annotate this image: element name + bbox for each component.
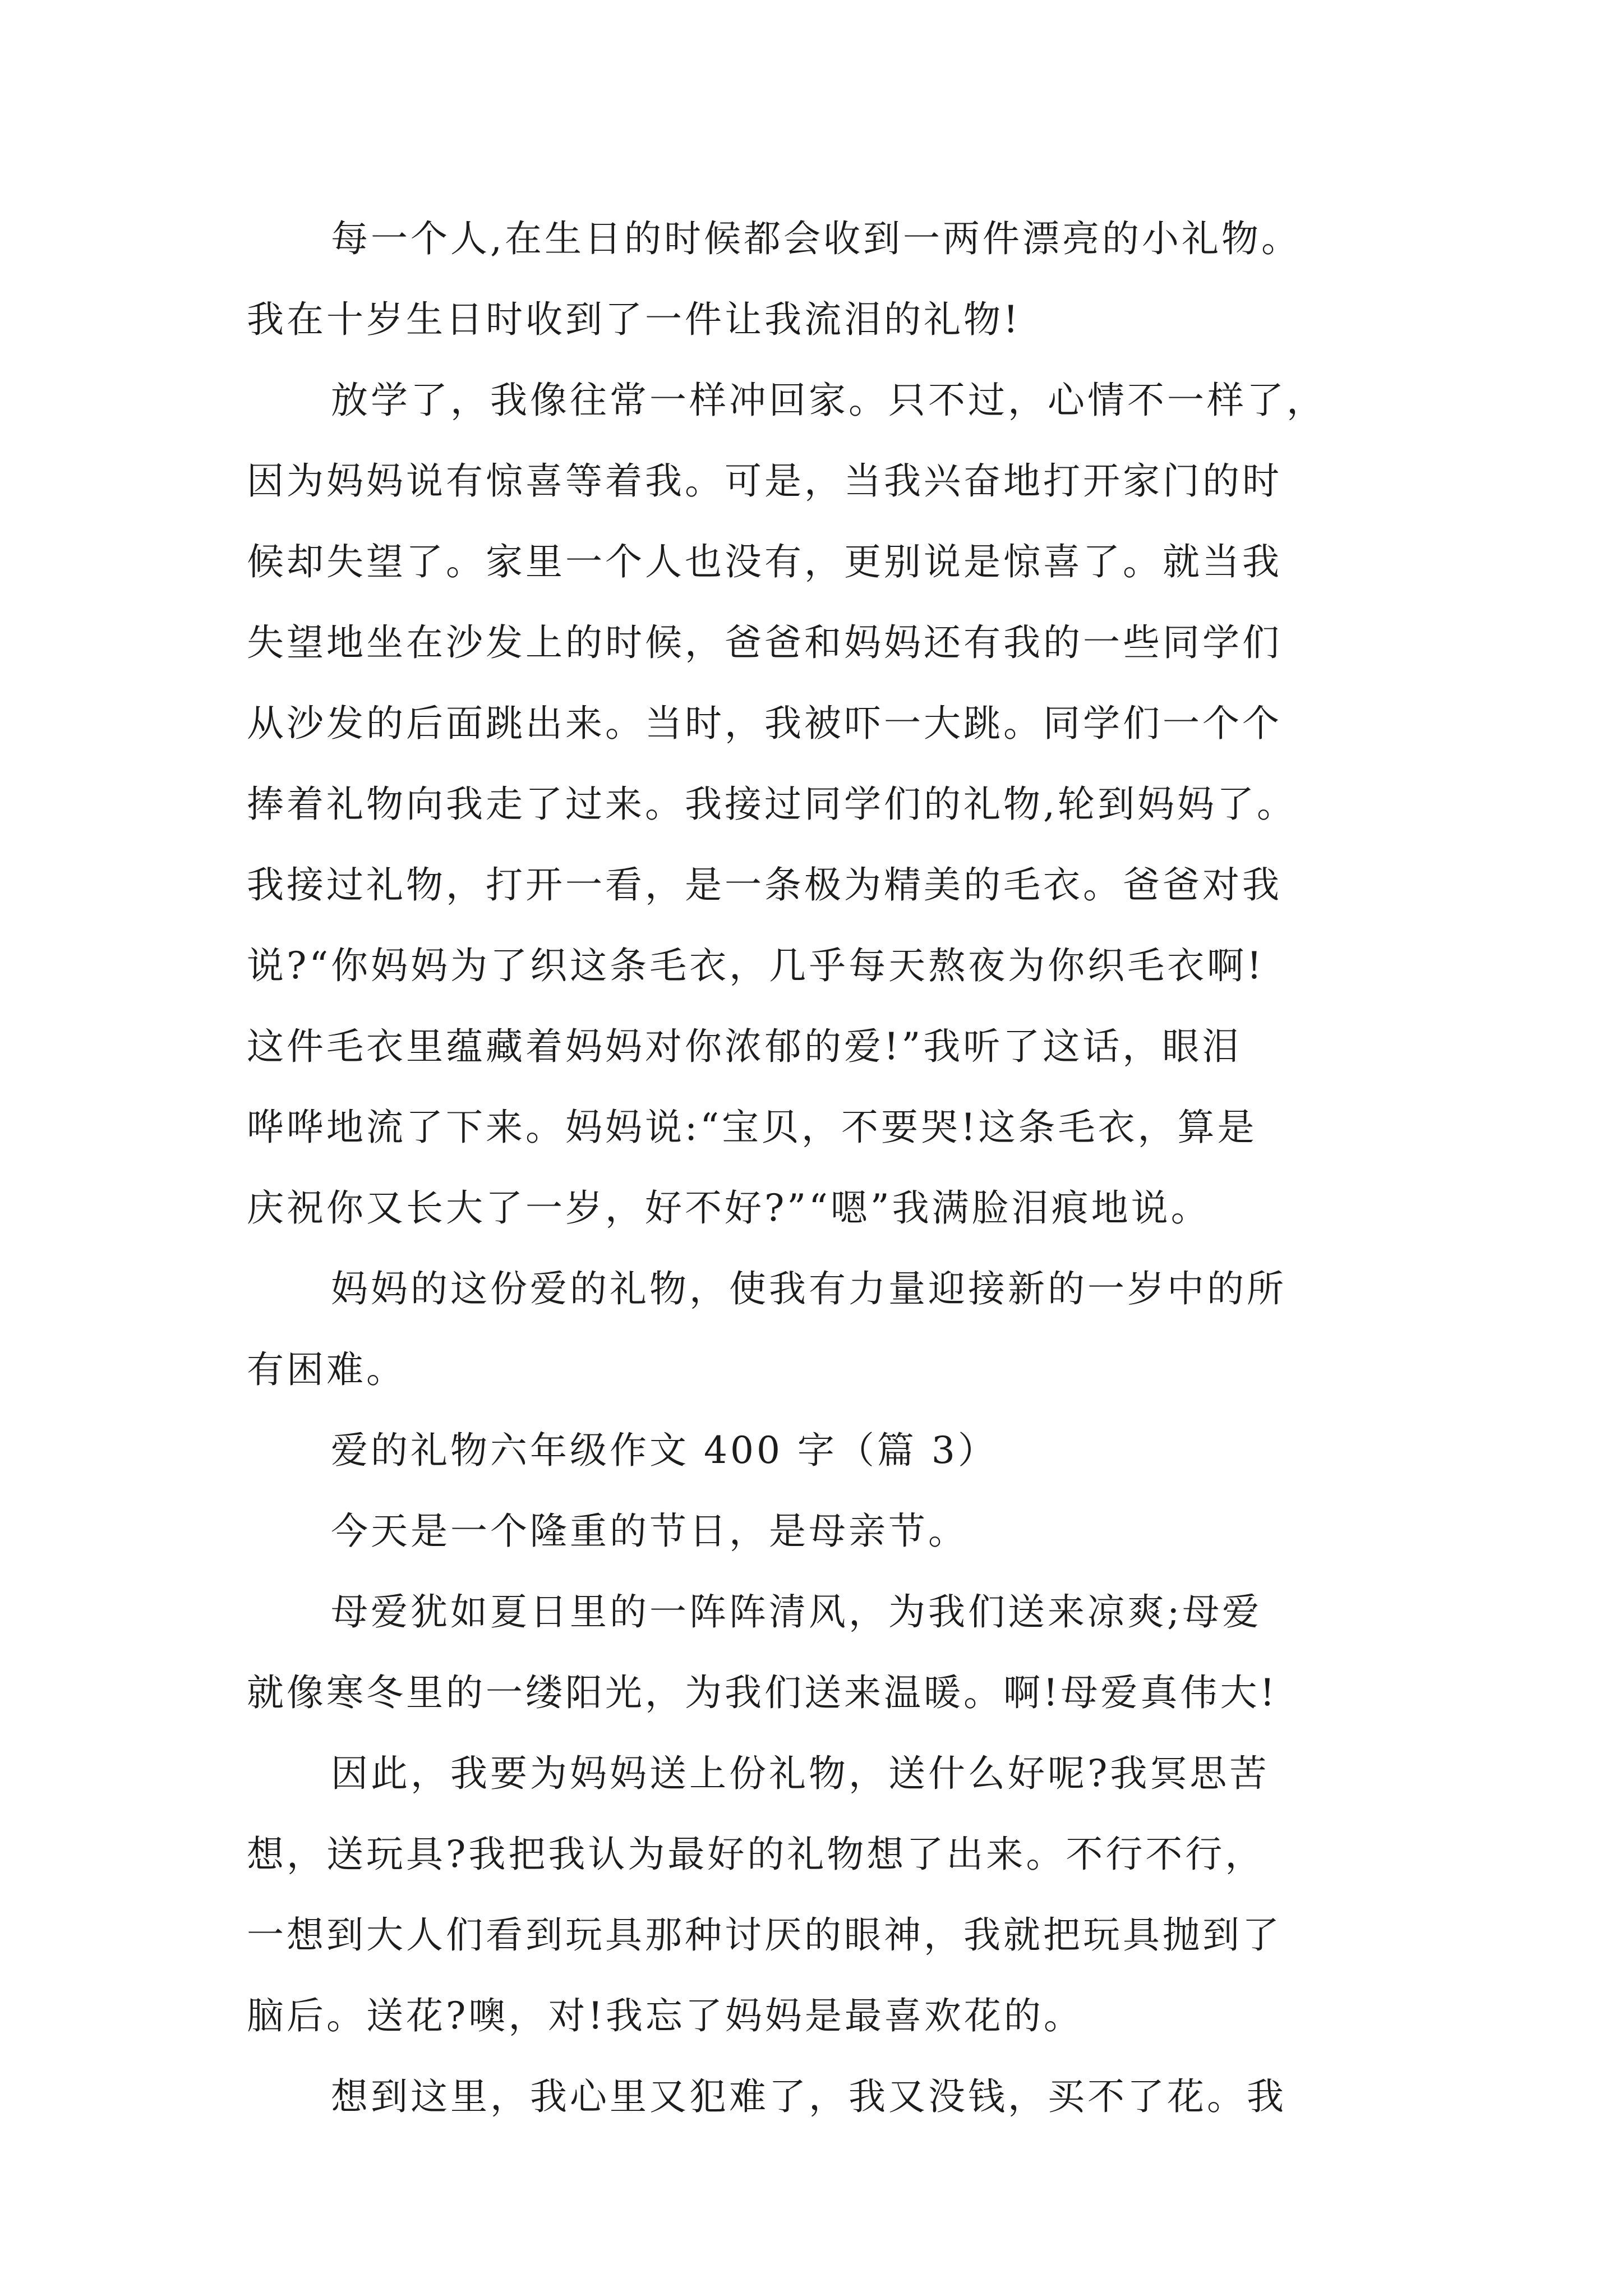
paragraph-line: 就像寒冬里的一缕阳光，为我们送来温暖。啊!母爱真伟大! [247, 1671, 1278, 1714]
paragraph-line: 放学了，我像往常一样冲回家。只不过，心情不一样了， [331, 379, 1326, 422]
paragraph-line: 我接过礼物，打开一看，是一条极为精美的毛衣。爸爸对我 [247, 863, 1282, 907]
paragraph-line: 候却失望了。家里一个人也没有，更别说是惊喜了。就当我 [247, 540, 1282, 583]
paragraph-line: 我在十岁生日时收到了一件让我流泪的礼物! [247, 298, 1021, 341]
paragraph-line: 说?“你妈妈为了织这条毛衣，几乎每天熬夜为你织毛衣啊! [247, 944, 1265, 987]
paragraph-line: 哗哗地流了下来。妈妈说:“宝贝，不要哭!这条毛衣，算是 [247, 1106, 1257, 1149]
paragraph-line: 捧着礼物向我走了过来。我接过同学们的礼物,轮到妈妈了。 [247, 783, 1297, 826]
paragraph-line: 想到这里，我心里又犯难了，我又没钱，买不了花。我 [331, 2075, 1287, 2118]
paragraph-line: 失望地坐在沙发上的时候，爸爸和妈妈还有我的一些同学们 [247, 621, 1282, 664]
paragraph-line: 庆祝你又长大了一岁，好不好?”“嗯”我满脸泪痕地说。 [247, 1186, 1211, 1230]
paragraph-line: 因此，我要为妈妈送上份礼物，送什么好呢?我冥思苦 [331, 1752, 1270, 1795]
paragraph-line: 有困难。 [247, 1348, 406, 1391]
paragraph-line: 今天是一个隆重的节日，是母亲节。 [331, 1510, 968, 1553]
paragraph-line: 母爱犹如夏日里的一阵阵清风，为我们送来凉爽;母爱 [331, 1590, 1262, 1634]
paragraph-line: 这件毛衣里蕴藏着妈妈对你浓郁的爱!”我听了这话，眼泪 [247, 1025, 1242, 1068]
paragraph-line: 一想到大人们看到玩具那种讨厌的眼神，我就把玩具抛到了 [247, 1913, 1282, 1957]
paragraph-line: 因为妈妈说有惊喜等着我。可是，当我兴奋地打开家门的时 [247, 459, 1282, 503]
paragraph-line: 每一个人,在生日的时候都会收到一两件漂亮的小礼物。 [331, 217, 1301, 260]
paragraph-line: 从沙发的后面跳出来。当时，我被吓一大跳。同学们一个个 [247, 702, 1282, 745]
paragraph-line: 妈妈的这份爱的礼物，使我有力量迎接新的一岁中的所 [331, 1267, 1287, 1310]
section-heading: 爱的礼物六年级作文 400 字（篇 3） [331, 1429, 998, 1472]
paragraph-line: 想，送玩具?我把我认为最好的礼物想了出来。不行不行， [247, 1833, 1265, 1876]
paragraph-line: 脑后。送花?噢，对!我忘了妈妈是最喜欢花的。 [247, 1994, 1083, 2037]
